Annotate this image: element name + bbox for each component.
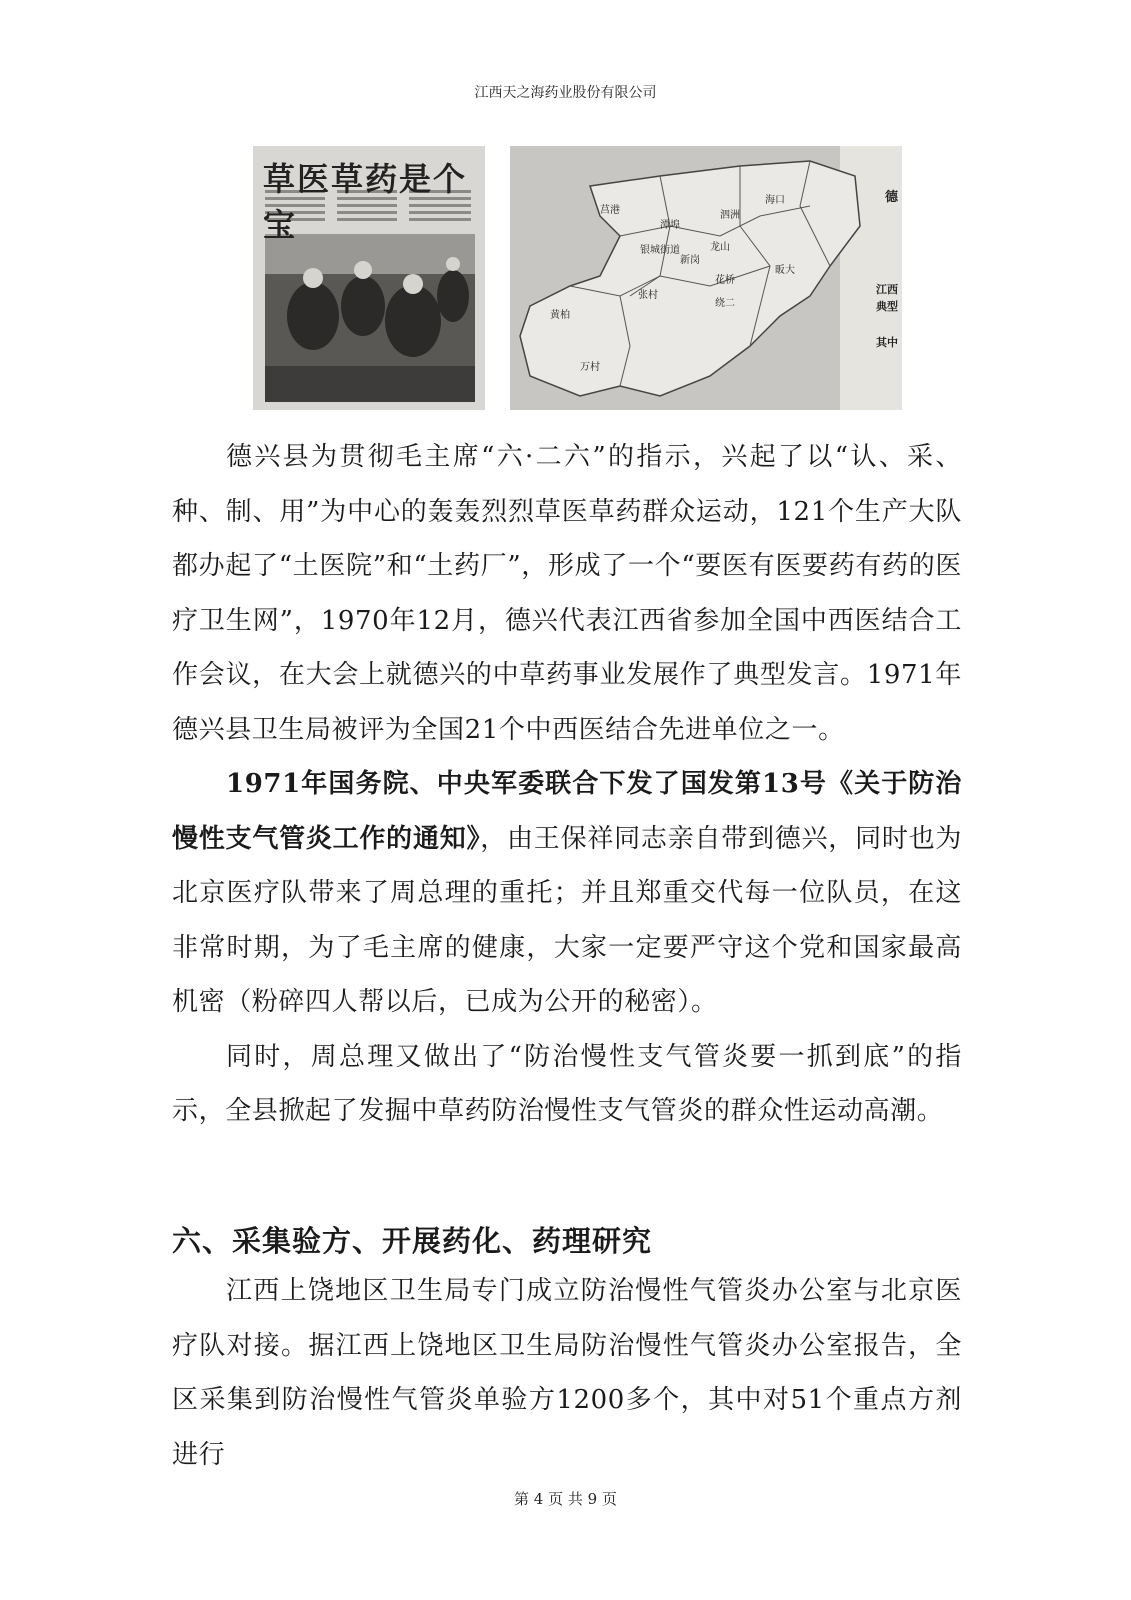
body-text-bottom [172,1264,962,1482]
map-place-label: 绕二 [715,298,735,309]
map-place-label: 新岗 [680,255,700,266]
map-place-label: 海口 [765,195,785,206]
paragraph-1: 德兴县为贯彻毛主席“六·二六”的指示，兴起了以“认、采、种、制、用”为中心的轰轰烈烈草医草药群众运动，121个生产大队都办起了“土医院”和“土药厂”，形成了一个“要医有医要药有药的医疗卫生网”，1970年12月，德兴代表江西省参加全国中西医结合工作会议，在大会上就德兴的中草药事业发展作了典型发言。1971年德兴县卫生局被评为全国21个中西医结合先进单位之一。 [172,442,962,745]
map-place-label: 银城街道 [640,245,680,256]
map-photo [510,146,902,410]
paragraph-3: 同时，周总理又做出了“防治慢性支气管炎要一抓到底”的指示，全县掀起了发掘中草药防治慢性支气管炎的群众性运动高潮。 [172,1041,962,1126]
paragraph-4: 江西上饶地区卫生局专门成立防治慢性气管炎办公室与北京医疗队对接。据江西上饶地区卫生局防治慢性气管炎办公室报告，全区采集到防治慢性气管炎单验方1200多个，其中对51个重点方剂进行 [172,1276,962,1470]
map-place-label: 花桥 [715,275,735,286]
page-number: 第 4 页 共 9 页 [514,1490,617,1508]
map-place-label: 昄大 [775,265,795,276]
map-place-label: 万村 [580,362,600,373]
map-side-label-1: 德 [884,190,898,205]
map-place-label: 龙山 [710,242,730,253]
map-photo-graphic [510,146,902,410]
magazine-photo [253,146,485,410]
page-header: 江西天之海药业股份有限公司 [474,85,657,101]
paragraph-2-rest: ，由王保祥同志亲自带到德兴，同时也为北京医疗队带来了周总理的重托；并且郑重交代每一位队员，在这非常时期，为了毛主席的健康，大家一定要严守这个党和国家最高机密（粉碎四人帮以后，已成为公开的秘密）。 [172,823,962,1017]
map-place-label: 潭埠 [660,220,680,231]
map-place-label: 黄柏 [550,310,570,321]
map-place-label: 泗洲 [720,210,740,221]
map-side-label-3: 典型 [876,300,898,313]
paragraph-2 [172,757,962,1030]
map-side-label-4: 其中 [876,336,898,349]
map-side-label-2: 江西 [876,283,898,296]
map-place-label: 张村 [638,290,658,301]
body-text-top [172,430,962,1139]
section-heading: 六、采集验方、开展药化、药理研究 [172,1224,653,1258]
paragraph-2-bold: 1971年国务院、中央军委联合下发了国发第13号《关于防治慢性支气管炎工作的通知》 [172,769,962,854]
magazine-title: 草医草药是个宝 [263,160,468,244]
map-place-label: 莒港 [600,205,620,216]
